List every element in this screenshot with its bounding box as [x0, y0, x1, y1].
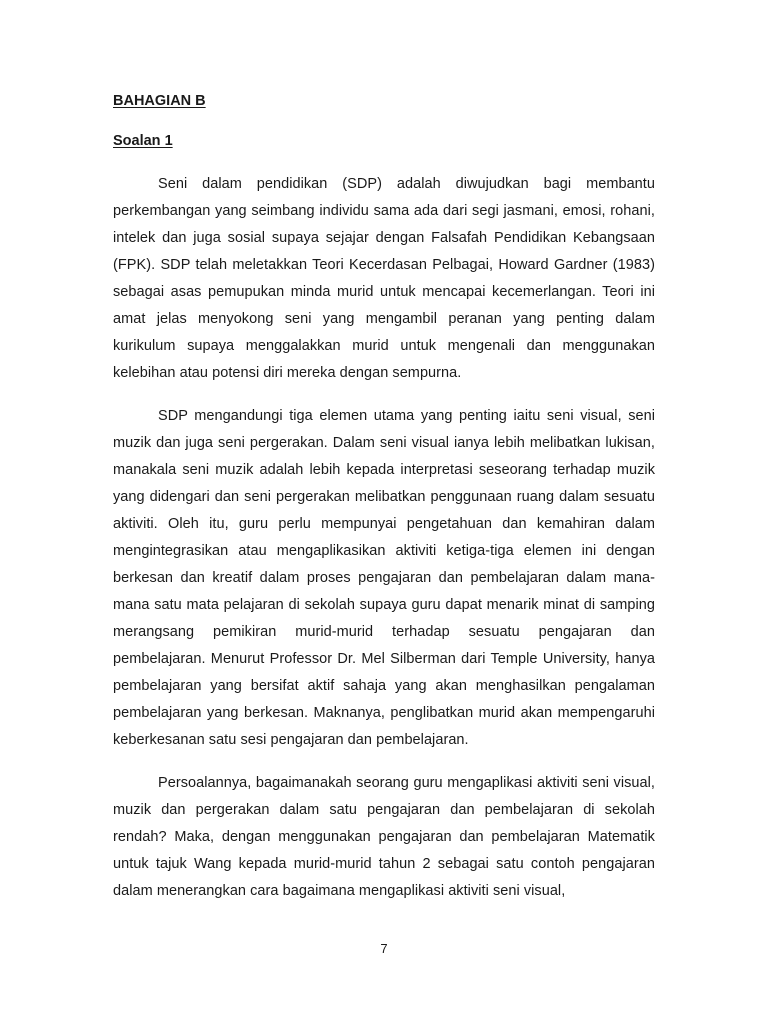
section-heading: BAHAGIAN B: [113, 93, 206, 109]
question-heading: Soalan 1: [113, 133, 173, 149]
paragraph-1: Seni dalam pendidikan (SDP) adalah diwujudkan bagi membantu perkembangan yang seimbang individu sama ada dari segi jasmani, emosi, rohani, intelek dan juga sosial supaya sejajar dengan Falsafah Pendidikan Kebangsaan (FPK). SDP telah meletakkan Teori Kecerdasan Pelbagai, Howard Gardner (1983) sebagai asas pemupukan minda murid untuk mencapai kecemerlangan. Teori ini amat jelas menyokong seni yang mengambil peranan yang penting dalam kurikulum supaya menggalakkan murid untuk mengenali dan menggunakan kelebihan atau potensi diri mereka dengan sempurna.: [113, 176, 655, 381]
paragraph-3: Persoalannya, bagaimanakah seorang guru mengaplikasi aktiviti seni visual, muzik dan pergerakan dalam satu pengajaran dan pembelajaran di sekolah rendah? Maka, dengan menggunakan pengajaran dan pembelajaran Matematik untuk tajuk Wang kepada murid-murid tahun 2 sebagai satu contoh pengajaran dalam menerangkan cara bagaimana mengaplikasi aktiviti seni visual,: [113, 775, 655, 899]
paragraph-2: SDP mengandungi tiga elemen utama yang penting iaitu seni visual, seni muzik dan juga seni pergerakan. Dalam seni visual ianya lebih melibatkan lukisan, manakala seni muzik adalah lebih kepada interpretasi seseorang terhadap muzik yang didengari dan seni pergerakan melibatkan penggunaan ruang dalam sesuatu aktiviti. Oleh itu, guru perlu mempunyai pengetahuan dan kemahiran dalam mengintegrasikan atau mengaplikasikan aktiviti ketiga-tiga elemen ini dengan berkesan dan kreatif dalam proses pengajaran dan pembelajaran dalam mana-mana satu mata pelajaran di sekolah supaya guru dapat menarik minat di samping merangsang pemikiran murid-murid terhadap sesuatu pengajaran dan pembelajaran. Menurut Professor Dr. Mel Silberman dari Temple University, hanya pembelajaran yang bersifat aktif sahaja yang akan menghasilkan pengalaman pembelajaran yang berkesan. Maknanya, penglibatkan murid akan mempengaruhi keberkesanan satu sesi pengajaran dan pembelajaran.: [113, 408, 655, 748]
page-content: [113, 90, 655, 921]
page-number: 7: [380, 941, 388, 956]
